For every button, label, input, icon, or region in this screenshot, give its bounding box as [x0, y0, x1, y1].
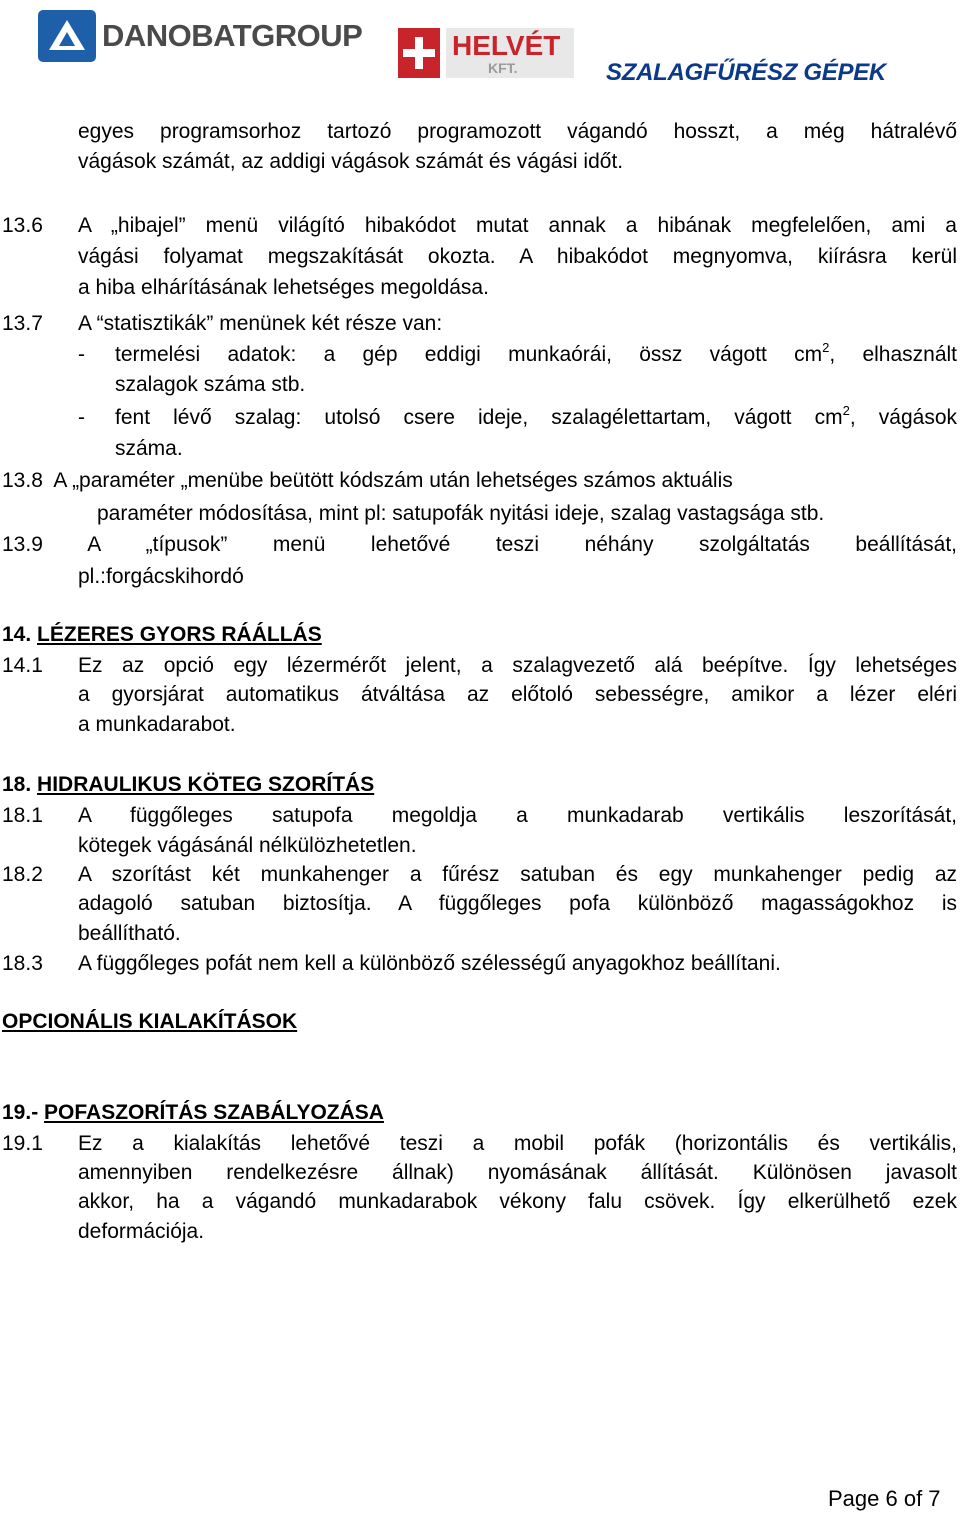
s18-1-line-1: A függőleges satupofa megoldja a munkadarab vertikális leszorítását, — [78, 804, 957, 827]
s19-1-line-1: Ez a kialakítás lehetővé teszi a mobil pofák (horizontális és vertikális, — [78, 1132, 957, 1155]
s13-7-bullet-1-dash: - — [78, 343, 85, 366]
s19-1-line-2: amennyiben rendelkezésre állnak) nyomásának állítását. Különösen javasolt — [78, 1161, 957, 1184]
s13-7-bullet-1-line-1 — [115, 340, 957, 369]
section-14-title: LÉZERES GYORS RÁÁLLÁS — [37, 623, 322, 646]
superscript-2: 2 — [822, 340, 830, 355]
section-18-heading — [2, 770, 374, 799]
s13-7-line-1: A “statisztikák” menünek két része van: — [78, 312, 443, 335]
s18-1-line-2: kötegek vágásánál nélkülözhetetlen. — [78, 834, 417, 857]
s13-7-bullet-1-text: termelési adatok: a gép eddigi munkaórái, össz vágott cm — [115, 343, 823, 366]
s13-7-bullet-2-dash: - — [78, 406, 85, 429]
s19-1-line-3: akkor, ha a vágandó munkadarabok vékony falu csövek. Így elkerülhető ezek — [78, 1190, 957, 1213]
s14-1-line-1: Ez az opció egy lézermérőt jelent, a szalagvezető alá beépítve. Így lehetséges — [78, 654, 957, 677]
superscript-2-b: 2 — [842, 403, 850, 418]
danobat-logo-text: DANOBATGROUP — [102, 18, 363, 53]
section-18-title: HIDRAULIKUS KÖTEG SZORÍTÁS — [37, 773, 375, 796]
section-19-heading — [2, 1098, 384, 1127]
s18-1-number: 18.1 — [2, 804, 43, 827]
s13-8-line-2: paraméter módosítása, mint pl: satupofák nyitási ideje, szalag vastagsága stb. — [97, 502, 825, 525]
s13-7-bullet-1-line-2: szalagok száma stb. — [115, 373, 306, 396]
s14-1-line-2: a gyorsjárat automatikus átváltása az előtoló sebességre, amikor a lézer eléri — [78, 683, 957, 706]
s13-7-bullet-2-text: fent lévő szalag: utolsó csere ideje, szalagélettartam, vágott cm — [115, 406, 843, 429]
danobat-logo — [38, 10, 378, 62]
s18-3-number: 18.3 — [2, 952, 43, 975]
intro-line-2: vágások számát, az addigi vágások számát és vágási időt. — [78, 150, 624, 173]
s18-2-line-2: adagoló satuban biztosítja. A függőleges pofa különböző magasságokhoz is — [78, 892, 957, 915]
s13-6-number: 13.6 — [2, 214, 43, 237]
s14-1-line-3: a munkadarabot. — [78, 713, 236, 736]
s19-1-line-4: deformációja. — [78, 1220, 205, 1243]
helvet-logo-text: HELVÉT — [452, 30, 561, 61]
section-14-number: 14. — [2, 623, 38, 646]
s13-7-bullet-2-line-1 — [115, 403, 957, 432]
optional-heading: OPCIONÁLIS KIALAKÍTÁSOK — [2, 1010, 298, 1033]
page-number: Page 6 of 7 — [828, 1486, 941, 1511]
s13-9-line-2: pl.:forgácskihordó — [78, 565, 244, 588]
s13-9-line-1: 13.9 A „típusok” menü lehetővé teszi néhány szolgáltatás beállítását, — [2, 533, 957, 556]
intro-line-1: egyes programsorhoz tartozó programozott vágandó hosszt, a még hátralévő — [78, 120, 957, 143]
s13-7-bullet-2-text-end: , vágások — [849, 406, 957, 429]
s13-8-line-1: 13.8 A „paraméter „menübe beütött kódszám után lehetséges számos aktuális — [2, 469, 733, 492]
s18-2-line-3: beállítható. — [78, 922, 181, 945]
helvet-logo-sub: KFT. — [488, 60, 518, 76]
s18-2-line-1: A szorítást két munkahenger a fűrész satuban és egy munkahenger pedig az — [78, 863, 957, 886]
s13-6-line-3: a hiba elhárításának lehetséges megoldása. — [78, 276, 489, 299]
section-14-heading — [2, 620, 322, 649]
s13-7-number: 13.7 — [2, 312, 43, 335]
s13-7-bullet-1-text-end: , elhasznált — [829, 343, 958, 366]
s13-7-bullet-2-line-2: száma. — [115, 437, 183, 460]
s13-6-line-2: vágási folyamat megszakítását okozta. A hibakódot megnyomva, kiírásra kerül — [78, 245, 957, 268]
section-18-number: 18. — [2, 773, 38, 796]
section-19-title: POFASZORÍTÁS SZABÁLYOZÁSA — [44, 1101, 384, 1124]
s18-2-number: 18.2 — [2, 863, 43, 886]
danobat-logo-icon — [38, 10, 96, 62]
section-19-number: 19.- — [2, 1101, 45, 1124]
s18-3-line-1: A függőleges pofát nem kell a különböző szélességű anyagokhoz beállítani. — [78, 952, 781, 975]
helvet-cross-icon — [398, 28, 440, 78]
s14-1-number: 14.1 — [2, 654, 43, 677]
helvet-logo — [398, 24, 576, 82]
s19-1-number: 19.1 — [2, 1132, 43, 1155]
s13-6-line-1: A „hibajel” menü világító hibakódot mutat annak a hibának megfelelően, ami a — [78, 214, 957, 237]
header-title: SZALAGFŰRÉSZ GÉPEK — [606, 59, 886, 86]
